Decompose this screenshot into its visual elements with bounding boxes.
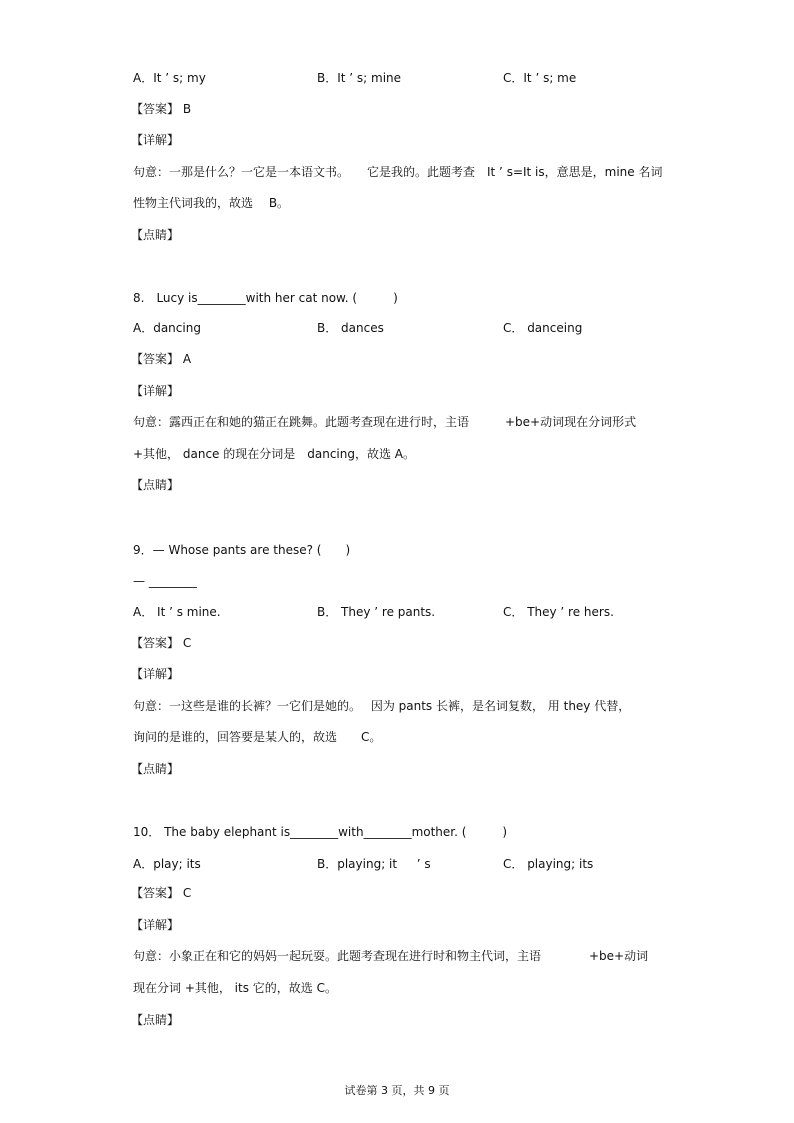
explanation-line: +其他， dance 的现在分词是 dancing，故选 A。 — [133, 447, 415, 461]
comment-label: 【点睛】 — [131, 478, 180, 492]
option-b: B．playing; it ’ s — [317, 857, 431, 871]
option-c: C． danceing — [503, 321, 583, 335]
option-b: B． dances — [317, 321, 384, 335]
question-stem: 10． The baby elephant is________with________mother. ( ) — [133, 825, 508, 839]
comment-label: 【点睛】 — [131, 1013, 180, 1027]
comment-label: 【点睛】 — [131, 762, 180, 776]
option-b: B．It ’ s; mine — [317, 71, 402, 85]
option-c: C． playing; its — [503, 857, 594, 871]
answer: 【答案】 C — [131, 886, 192, 900]
explanation-line: 句意：一那是什么？一它是一本语文书。 它是我的。此题考查 It ’ s=It is，意思是，mine 名词 — [133, 165, 663, 179]
option-a: A．It ’ s; my — [133, 71, 206, 85]
detail-label: 【详解】 — [131, 667, 180, 681]
detail-label: 【详解】 — [131, 133, 180, 147]
comment-label: 【点睛】 — [131, 228, 180, 242]
explanation-line: 询问的是谁的，回答要是某人的，故选 C。 — [133, 730, 382, 744]
answer: 【答案】 B — [131, 102, 192, 116]
answer: 【答案】 C — [131, 636, 192, 650]
page-footer: 试卷第 3 页，共 9 页 — [344, 1084, 450, 1097]
option-c: C．It ’ s; me — [503, 71, 577, 85]
option-c: C． They ’ re hers. — [503, 605, 614, 619]
detail-label: 【详解】 — [131, 918, 180, 932]
answer-blank: — ________ — [133, 574, 197, 588]
question-stem: 9．— Whose pants are these? ( ) — [133, 543, 351, 557]
option-a: A．dancing — [133, 321, 201, 335]
explanation-line: 句意：一这些是谁的长裤？一它们是她的。 因为 pants 长裤，是名词复数， 用 they 代替， — [133, 699, 631, 713]
option-a: A． It ’ s mine. — [133, 605, 221, 619]
explanation-line: 句意：小象正在和它的妈妈一起玩耍。此题考查现在进行时和物主代词，主语 +be+动词 — [133, 949, 649, 963]
option-b: B． They ’ re pants. — [317, 605, 436, 619]
explanation-line: 性物主代词我的，故选 B。 — [133, 196, 290, 210]
answer: 【答案】 A — [131, 352, 192, 366]
question-stem: 8. Lucy is________with her cat now. ( ) — [133, 291, 398, 305]
detail-label: 【详解】 — [131, 384, 180, 398]
explanation-line: 句意：露西正在和她的猫正在跳舞。此题考查现在进行时，主语 +be+动词现在分词形式 — [133, 415, 637, 429]
option-a: A．play; its — [133, 857, 201, 871]
explanation-line: 现在分词 +其他， its 它的，故选 C。 — [133, 981, 337, 995]
